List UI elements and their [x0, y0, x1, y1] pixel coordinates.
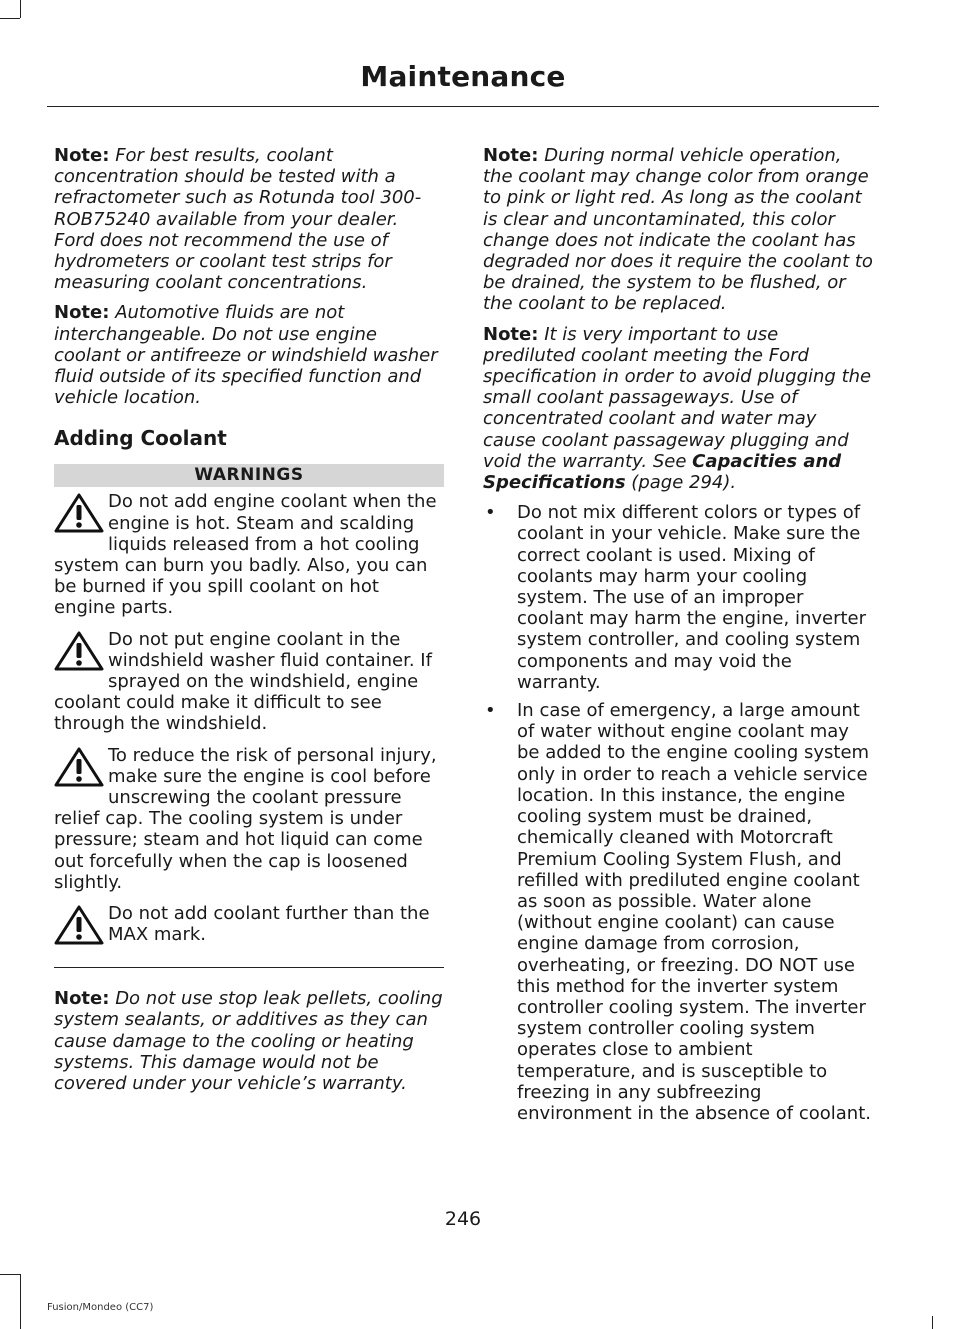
bullet-list	[483, 502, 873, 1124]
bullet-marker: •	[485, 502, 496, 524]
warnings-divider	[54, 967, 444, 968]
note-prediluted	[483, 324, 873, 494]
note-text: It is very important to use prediluted coolant meeting the Ford specification in order to avoid plugging the small coolant passageways. Use of concentrated coolant and water may cause coolant passageway plugging and void the warranty. See	[483, 323, 872, 472]
warning-text: Do not add engine coolant when the engine is hot. Steam and scalding liquids released from a hot cooling system can burn you badly. Also, you can be burned if you spill coolant on hot engine parts.	[54, 491, 437, 619]
bullet-marker: •	[485, 700, 496, 722]
crop-mark	[0, 1274, 20, 1275]
note-label: Note:	[54, 145, 110, 166]
note-color-change	[483, 145, 873, 315]
note-fluids	[54, 302, 444, 408]
warning-triangle-icon	[54, 747, 104, 799]
note-text: During normal vehicle operation, the coolant may change color from orange to pink or light red. As long as the coolant is clear and uncontaminated, this color change does not indicate the coolant has degraded nor does it require the coolant to be drained, the system to be flushed, or the coolant to be replaced.	[483, 145, 873, 315]
note-stop-leak	[54, 988, 444, 1094]
crop-mark	[0, 18, 20, 19]
list-item	[483, 502, 873, 693]
note-text: Do not use stop leak pellets, cooling system sealants, or additives as they can cause damage to the cooling or heating systems. This damage would not be covered under your vehicle’s warranty.	[54, 988, 443, 1094]
note-label: Note:	[483, 323, 539, 345]
page-title: Maintenance	[360, 60, 566, 93]
warning-item	[54, 745, 444, 893]
warning-triangle-icon	[54, 631, 104, 683]
note-label: Note:	[483, 145, 539, 166]
section-heading: Adding Coolant	[54, 426, 227, 451]
note-refractometer	[54, 145, 444, 293]
note-text: For best results, coolant concentration should be tested with a refractometer such as Rotunda tool 300-ROB75240 available from your dealer. Ford does not recommend the use of hydrometers or coolant test strips for measuring coolant concentrations.	[54, 145, 422, 294]
page-number: 246	[444, 1208, 482, 1230]
page-reference: (page 294).	[631, 472, 737, 494]
footer-model: Fusion/Mondeo (CC7)	[47, 1302, 154, 1313]
cross-reference-link[interactable]: Capacities and Specifications	[483, 450, 842, 494]
right-column	[483, 145, 873, 1131]
warnings-header: WARNINGS	[54, 464, 444, 487]
warning-item	[54, 629, 444, 735]
warning-item	[54, 903, 444, 957]
note-label: Note:	[54, 302, 110, 324]
warning-text: Do not put engine coolant in the windshield washer fluid container. If sprayed on the windshield, engine coolant could make it difficult to see through the windshield.	[54, 628, 432, 735]
list-item-text: In case of emergency, a large amount of water without engine coolant may be added to the engine cooling system only in order to reach a vehicle service location. In this instance, the engine cooling system must be drained, chemically cleaned with Motorcraft Premium Cooling System Flush, and refilled with prediluted engine coolant as soon as possible. Water alone (without engine coolant) can cause engine damage from corrosion, overheating, or freezing. DO NOT use this method for the inverter system controller cooling system. The inverter system controller cooling system operates close to ambient temperature, and is susceptible to freezing in any subfreezing environment in the absence of coolant.	[517, 700, 871, 1124]
list-item	[483, 700, 873, 1124]
warning-item	[54, 491, 444, 618]
note-label: Note:	[54, 988, 110, 1010]
title-divider	[47, 106, 879, 107]
crop-mark	[20, 0, 21, 18]
warning-text: Do not add coolant further than the MAX mark.	[108, 903, 430, 946]
crop-mark	[20, 1274, 21, 1329]
crop-mark	[932, 1316, 933, 1329]
warning-triangle-icon	[54, 493, 104, 545]
left-column	[54, 145, 444, 1103]
note-text: Automotive fluids are not interchangeable. Do not use engine coolant or antifreeze or windshield washer fluid outside of its specified function and vehicle location.	[54, 302, 438, 409]
warning-text: To reduce the risk of personal injury, make sure the engine is cool before unscrewing the coolant pressure relief cap. The cooling system is under pressure; steam and hot liquid can come out forcefully when the cap is loosened slightly.	[54, 744, 437, 893]
warning-triangle-icon	[54, 905, 104, 957]
list-item-text: Do not mix different colors or types of coolant in your vehicle. Make sure the correct coolant is used. Mixing of coolants may harm your cooling system. The use of an improper coolant may harm the engine, inverter system controller, and cooling system components and may void the warranty.	[517, 502, 867, 693]
